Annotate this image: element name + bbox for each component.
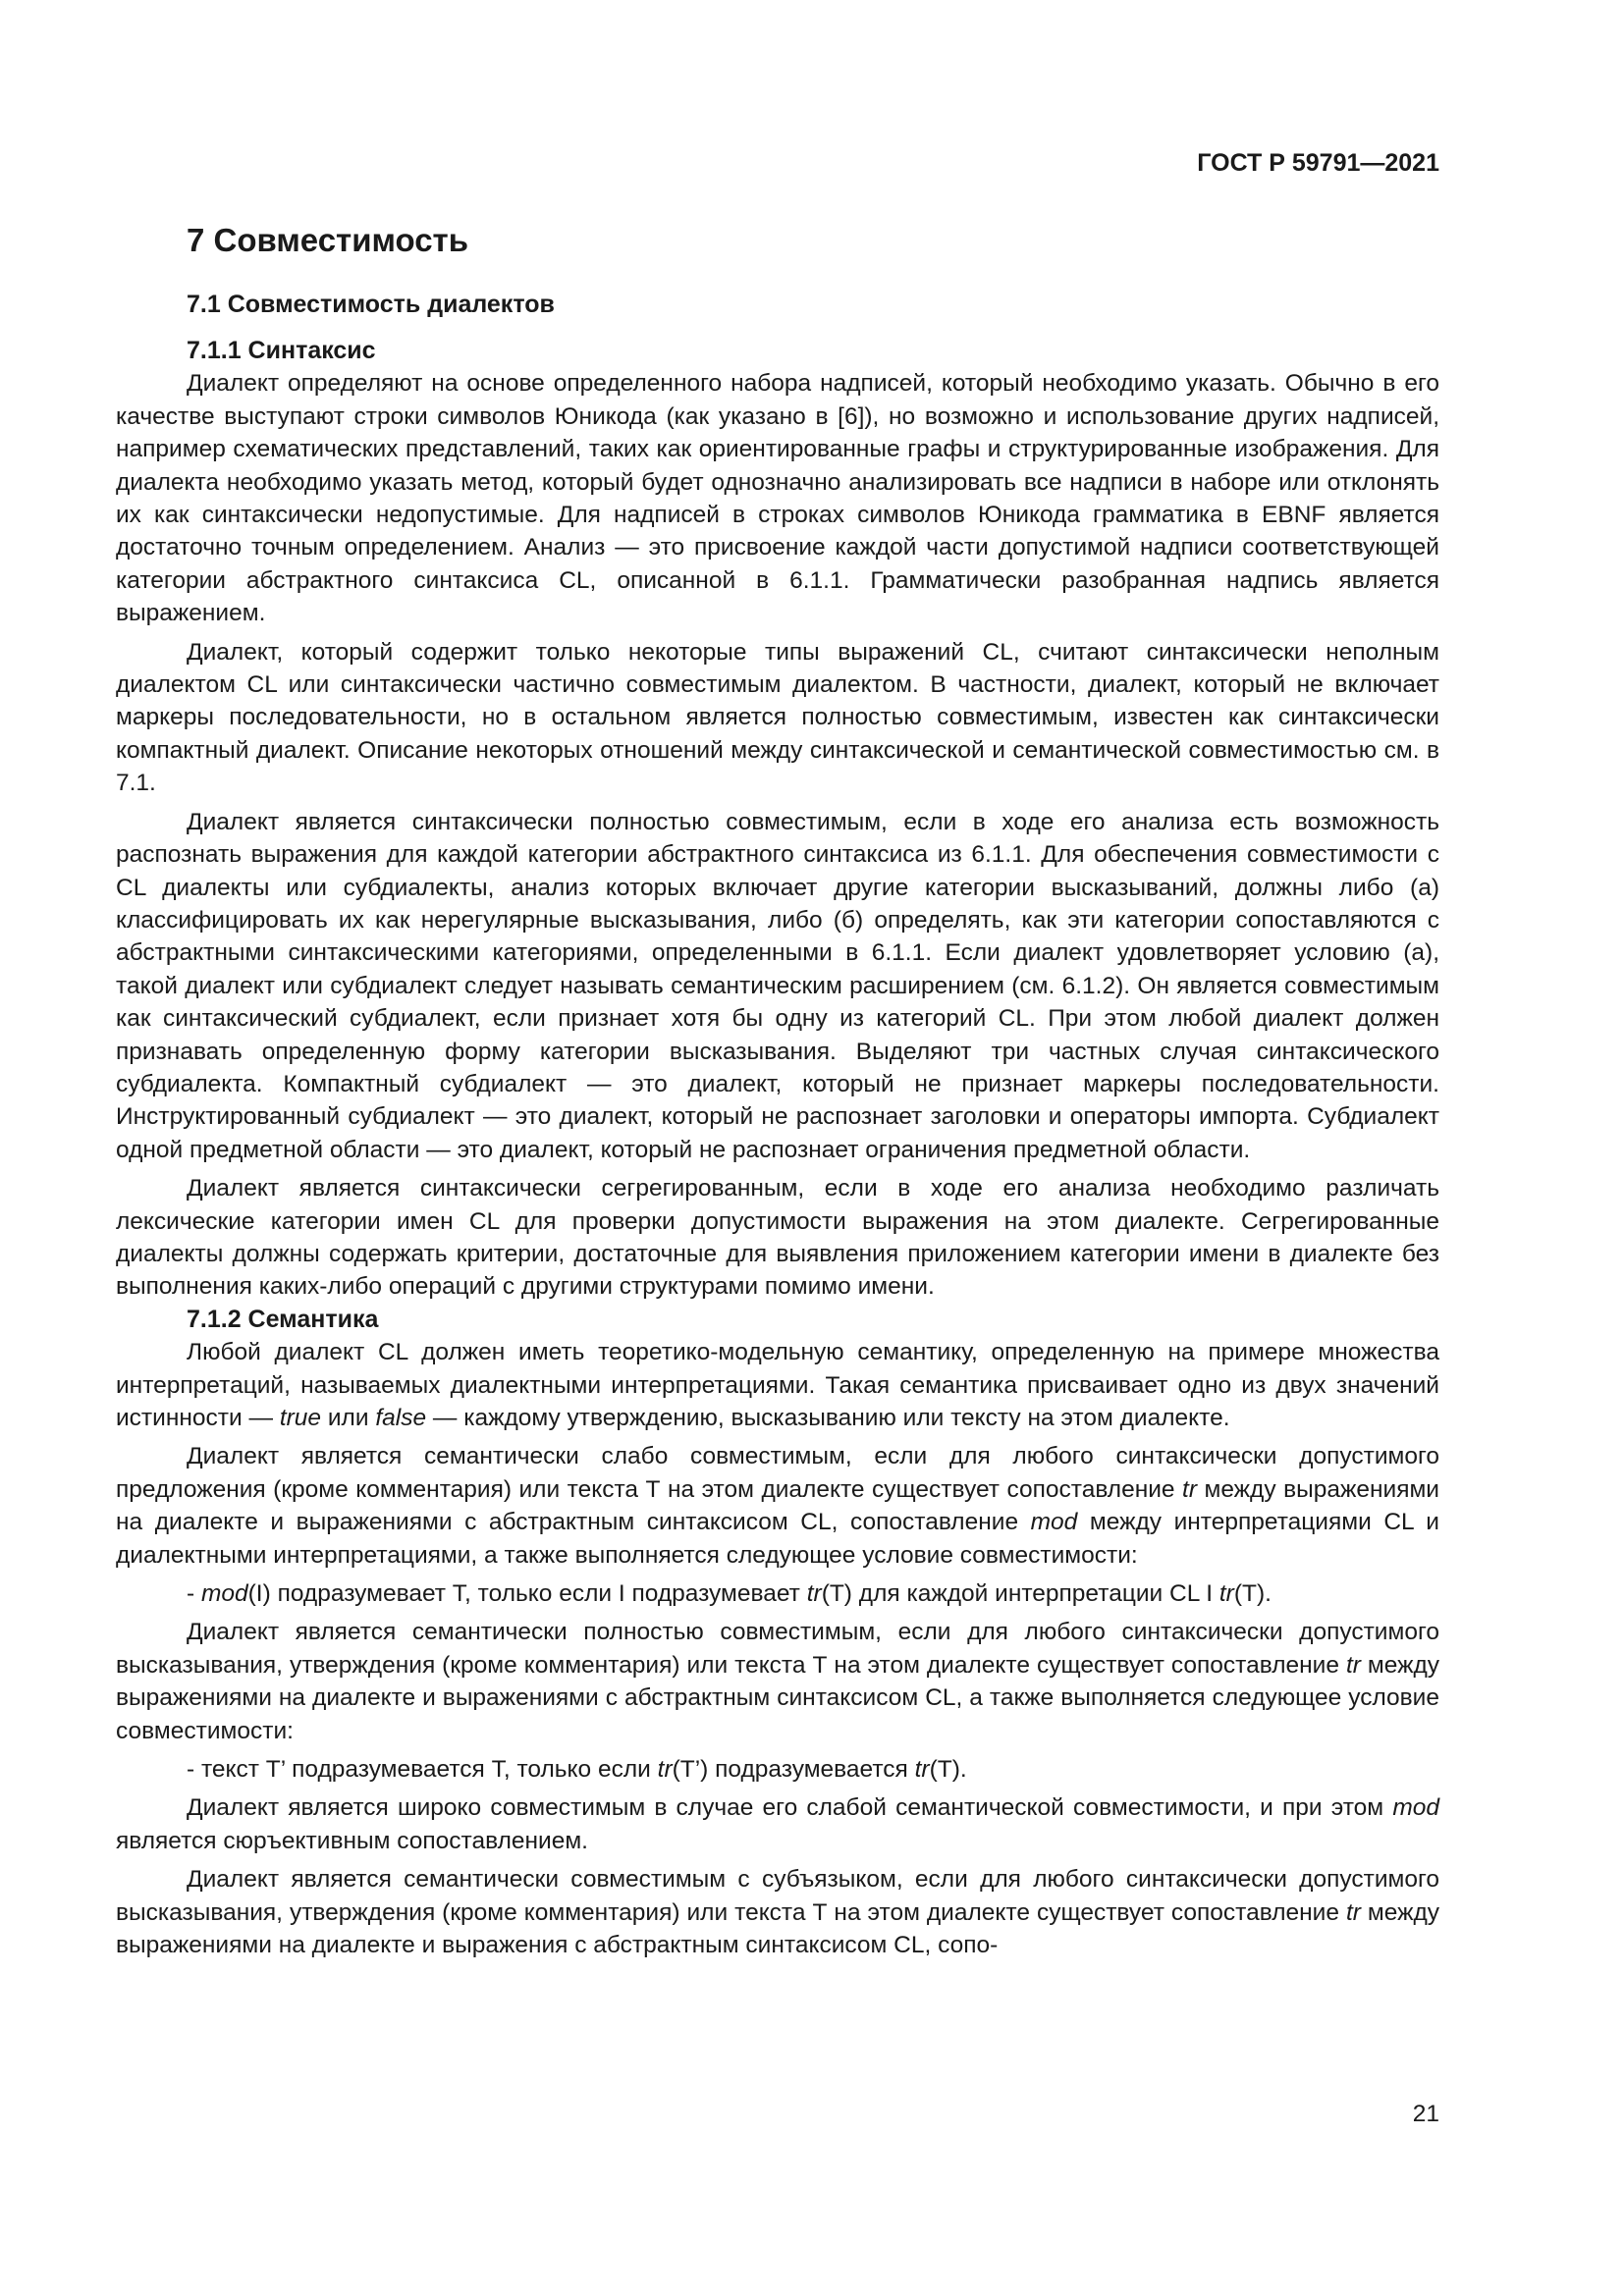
section-7-1-1-heading: 7.1.1 Синтаксис xyxy=(187,337,376,364)
condition-item-2: - текст Т’ подразумевается Т, только если tr(Т’) подразумевается tr(Т). xyxy=(187,1756,967,1784)
paragraph-semantics-5: Диалект является семантически совместимым с субъязыком, если для любого синтаксически допустимого высказывания, утверждения (кроме комментария) или текста Т на этом диалекте существует сопоставление tr между выражениями на диалекте и выражения с абстрактным синтаксисом CL, сопо- xyxy=(116,1866,1440,1959)
paragraph-syntax-3: Диалект является синтаксически полностью совместимым, если в ходе его анализа есть возможность распознать выражения для каждой категории абстрактного синтаксиса из 6.1.1. Для обеспечения совместимости с CL диалекты или субдиалекты, анализ которых включает другие категории высказываний, должны либо (а) классифицировать их как нерегулярные высказывания, либо (б) определять, как эти категории сопоставляются с абстрактными синтаксическими категориями, определенными в 6.1.1. Если диалект удовлетворяет условию (а), такой диалект или субдиалект следует называть семантическим расширением (см. 6.1.2). Он является совместимым как синтаксический субдиалект, если признает хотя бы одну из категорий CL. При этом любой диалект должен признавать определенную форму категории высказывания. Выделяют три частных случая синтаксического субдиалекта. Компактный субдиалект — это диалект, который не признает маркеры последовательности. Инструктированный субдиалект — это диалект, который не распознает заголовки и операторы импорта. Субдиалект одной предметной области — это диалект, который не распознает ограничения предметной области. xyxy=(116,808,1439,1163)
page-number: 21 xyxy=(1412,2101,1439,2127)
paragraph-semantics-4: Диалект является широко совместимым в случае его слабой семантической совместимости, и при этом mod является сюръективным сопоставлением. xyxy=(116,1794,1439,1854)
paragraph-syntax-4: Диалект является синтаксически сегрегированным, если в ходе его анализа необходимо различать лексические категории имен CL для проверки допустимости выражения на этом диалекте. Сегрегированные диалекты должны содержать критерии, достаточные для выявления приложением категории имени в диалекте без выполнения каких-либо операций с другими структурами помимо имени. xyxy=(116,1175,1439,1301)
paragraph-syntax-2: Диалект, который содержит только некоторые типы выражений CL, считают синтаксически неполным диалектом CL или синтаксически частично совместимым диалектом. В частности, диалект, который не включает маркеры последовательности, но в остальном является полностью совместимым, известен как синтаксически компактный диалект. Описание некоторых отношений между синтаксической и семантической совместимостью см. в 7.1. xyxy=(116,638,1439,797)
section-7-heading: 7 Совместимость xyxy=(187,222,468,258)
section-7-1-2-heading: 7.1.2 Семантика xyxy=(187,1305,379,1333)
condition-item-1: - mod(I) подразумевает Т, только если I подразумевает tr(Т) для каждой интерпретации CL I tr(Т). xyxy=(187,1580,1272,1608)
section-7-1-heading: 7.1 Совместимость диалектов xyxy=(187,291,555,318)
standard-designation: ГОСТ Р 59791—2021 xyxy=(1197,149,1439,177)
paragraph-syntax-1: Диалект определяют на основе определенного набора надписей, который необходимо указать. Обычно в его качестве выступают строки символов Юникода (как указано в [6]), но возможно и использование других надписей, например схематических представлений, таких как ориентированные графы и структурированные изображения. Для диалекта необходимо указать метод, который будет однозначно анализировать все надписи в наборе или отклонять их как синтаксически недопустимые. Для надписей в строках символов Юникода грамматика в EBNF является достаточно точным определением. Анализ — это присвоение каждой части допустимой надписи соответствующей категории абстрактного синтаксиса CL, описанной в 6.1.1. Грамматически разобранная надпись является выражением. xyxy=(116,370,1439,627)
paragraph-semantics-3: Диалект является семантически полностью совместимым, если для любого синтаксически допустимого высказывания, утверждения (кроме комментария) или текста Т на этом диалекте существует сопоставление tr между выражениями на диалекте и выражениями с абстрактным синтаксисом CL, а также выполняется следующее условие совместимости: xyxy=(116,1619,1440,1744)
body-text xyxy=(116,221,1439,1962)
paragraph-semantics-1: Любой диалект CL должен иметь теоретико-модельную семантику, определенную на примере множества интерпретаций, называемых диалектными интерпретациями. Такая семантика присваивает одно из двух значений истинности — true или false — каждому утверждению, высказыванию или тексту на этом диалекте. xyxy=(116,1339,1439,1431)
paragraph-semantics-2: Диалект является семантически слабо совместимым, если для любого синтаксически допустимого предложения (кроме комментария) или текста Т на этом диалекте существует сопоставление tr между выражениями на диалекте и выражениями с абстрактным синтаксисом CL, сопоставление mod между интерпретациями CL и диалектными интерпретациями, а также выполняется следующее условие совместимости: xyxy=(116,1443,1439,1569)
